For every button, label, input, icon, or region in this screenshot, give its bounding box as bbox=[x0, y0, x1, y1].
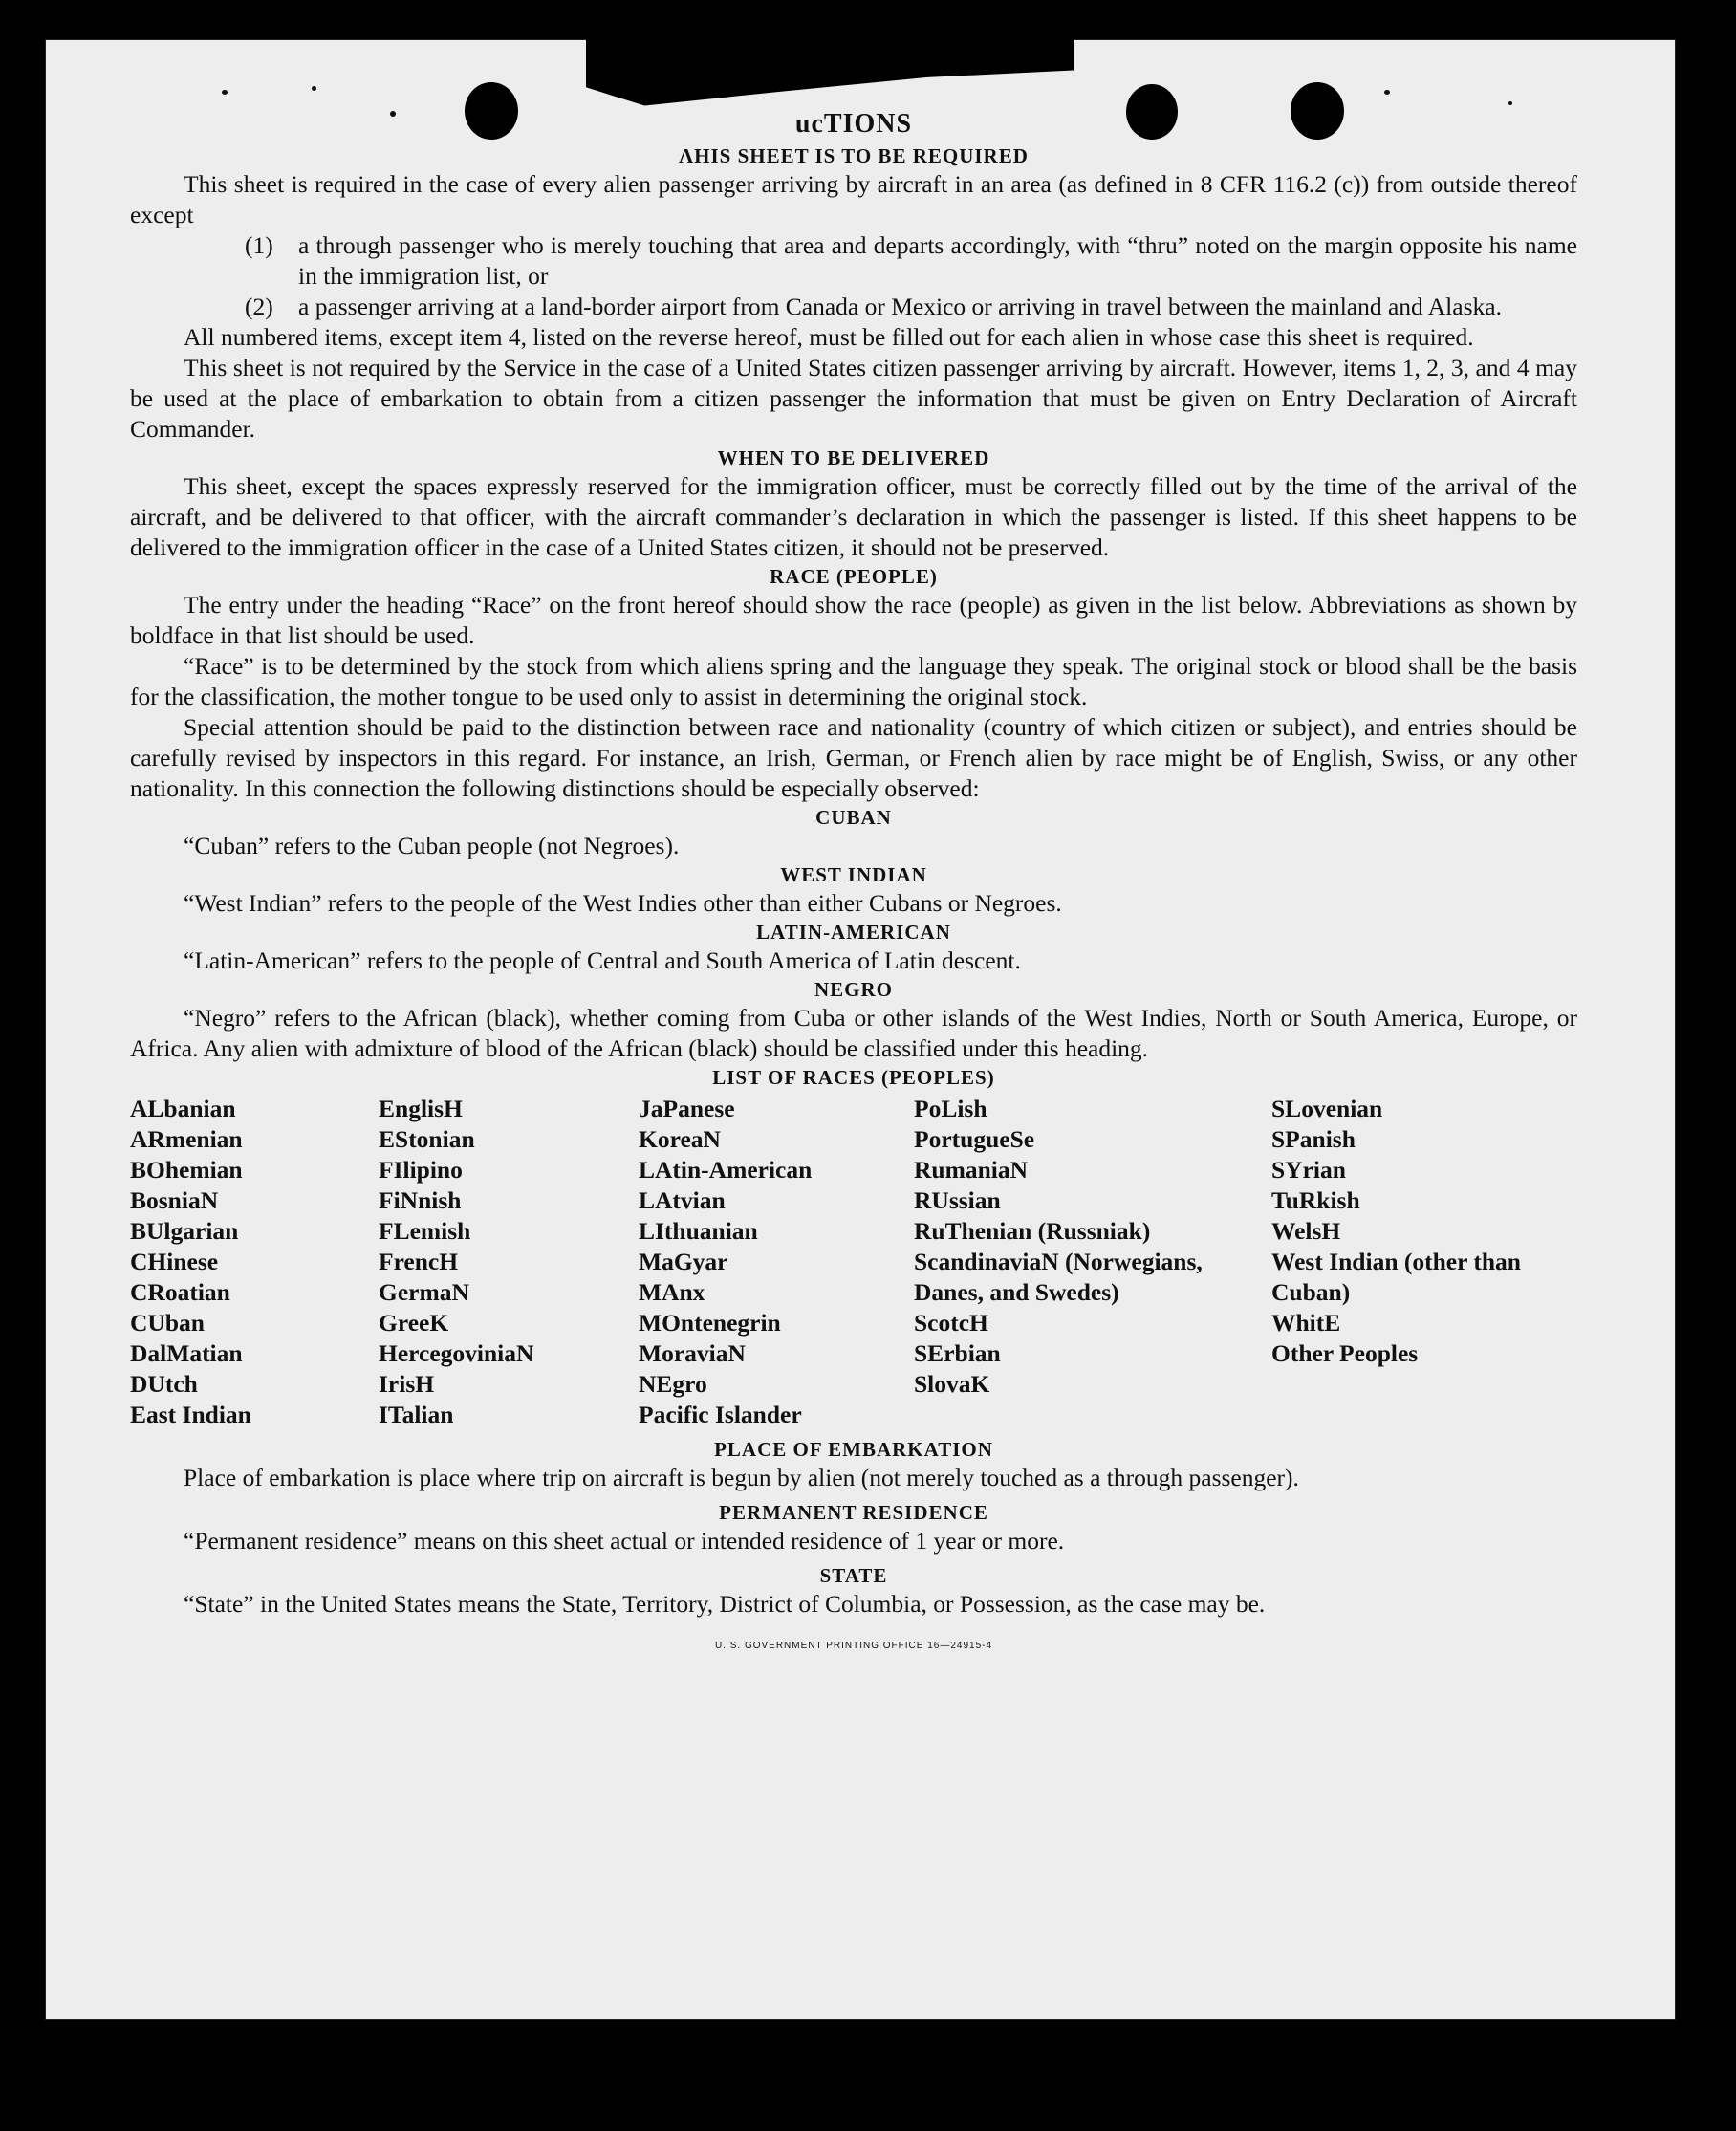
section-latin-american bbox=[130, 919, 1577, 976]
race-entry: Other Peoples bbox=[1271, 1339, 1419, 1367]
section-heading: CUBAN bbox=[815, 806, 892, 829]
race-entry: FIlipino bbox=[379, 1156, 463, 1184]
race-entry: ARmenian bbox=[130, 1125, 243, 1153]
paragraph: This sheet is not required by the Service in the case of a United States citizen passenger arriving by aircraft. However, items 1, 2, 3, and 4 may be used at the place of embarkation to obtain from a citizen passenger the information that must be given on Entry Declaration of Aircraft Commander. bbox=[130, 354, 1577, 443]
paragraph: This sheet is required in the case of every alien passenger arriving by aircraft in an area (as defined in 8 CFR 116.2 (c)) from outside thereof except bbox=[130, 170, 1577, 228]
paragraph: “Cuban” refers to the Cuban people (not Negroes). bbox=[184, 832, 680, 859]
race-column bbox=[379, 1094, 639, 1430]
race-entry: SYrian bbox=[1271, 1156, 1346, 1184]
race-entry: CUban bbox=[130, 1309, 205, 1337]
section-heading: PERMANENT RESIDENCE bbox=[719, 1501, 988, 1524]
race-entry: KoreaN bbox=[639, 1125, 721, 1153]
section-embarkation bbox=[130, 1436, 1577, 1493]
speck bbox=[312, 86, 316, 91]
document-body bbox=[130, 109, 1577, 1662]
race-entry: BUlgarian bbox=[130, 1217, 239, 1245]
race-entry: WhitE bbox=[1271, 1309, 1341, 1337]
section-required bbox=[130, 142, 1577, 445]
section-heading: WHEN TO BE DELIVERED bbox=[717, 446, 990, 469]
section-delivery bbox=[130, 445, 1577, 563]
section-heading: RACE (PEOPLE) bbox=[770, 565, 938, 588]
section-state bbox=[130, 1562, 1577, 1620]
section-heading: NEGRO bbox=[814, 978, 893, 1001]
race-entry: SPanish bbox=[1271, 1125, 1356, 1153]
race-entry: ScotcH bbox=[914, 1309, 988, 1337]
race-entry: LAtin-American bbox=[639, 1156, 813, 1184]
document-sheet bbox=[46, 40, 1675, 2019]
section-heading: LIST OF RACES (PEOPLES) bbox=[712, 1066, 995, 1089]
race-entry: PoLish bbox=[914, 1095, 987, 1122]
torn-corner bbox=[586, 36, 1074, 107]
section-west-indian bbox=[130, 861, 1577, 919]
race-list bbox=[130, 1094, 1577, 1430]
race-entry: CRoatian bbox=[130, 1278, 230, 1306]
section-heading: PLACE OF EMBARKATION bbox=[714, 1438, 993, 1461]
section-negro bbox=[130, 976, 1577, 1064]
section-heading: ΛHIS SHEET IS TO BE REQUIRED bbox=[679, 144, 1029, 167]
paragraph: This sheet, except the spaces expressly reserved for the immigration officer, must be correctly filled out by the time of the arrival of the aircraft, and be delivered to that officer, with the aircraft commander’s declaration in which the passenger is listed. If this sheet happens to be delivered to the immigration officer in the case of a United States citizen, it should not be preserved. bbox=[130, 472, 1577, 561]
item-text: a through passenger who is merely touching that area and departs accordingly, with “thru” noted on the margin opposite his name in the immigration list, or bbox=[298, 231, 1577, 290]
race-entry: West Indian (other than Cuban) bbox=[1271, 1248, 1521, 1306]
race-entry: LAtvian bbox=[639, 1186, 726, 1214]
paragraph: Place of embarkation is place where trip on aircraft is begun by alien (not merely touched as a through passenger). bbox=[184, 1464, 1299, 1491]
race-column bbox=[1271, 1094, 1530, 1430]
section-heading: STATE bbox=[819, 1564, 888, 1587]
race-entry: RUssian bbox=[914, 1186, 1001, 1214]
race-entry: MoraviaN bbox=[639, 1339, 746, 1367]
race-entry: RuThenian (Russniak) bbox=[914, 1217, 1151, 1245]
race-entry: ALbanian bbox=[130, 1095, 236, 1122]
race-entry: ScandinaviaN (Norwegians, Danes, and Swedes) bbox=[914, 1248, 1203, 1306]
section-permanent-residence bbox=[130, 1499, 1577, 1556]
race-entry: JaPanese bbox=[639, 1095, 735, 1122]
item-text: a passenger arriving at a land-border airport from Canada or Mexico or arriving in travel between the mainland and Alaska. bbox=[298, 293, 1502, 320]
speck bbox=[1508, 101, 1512, 105]
race-column bbox=[130, 1094, 379, 1430]
paragraph: “State” in the United States means the State, Territory, District of Columbia, or Possession, as the case may be. bbox=[184, 1590, 1266, 1618]
list-item bbox=[245, 230, 1577, 292]
race-entry: GreeK bbox=[379, 1309, 449, 1337]
paragraph: The entry under the heading “Race” on the front hereof should show the race (people) as given in the list below. Abbreviations as shown by boldface in that list should be used. bbox=[130, 591, 1577, 649]
race-entry: LIthuanian bbox=[639, 1217, 758, 1245]
speck bbox=[1384, 90, 1390, 95]
paragraph: Special attention should be paid to the distinction between race and nationality (country of which citizen or subject), and entries should be carefully revised by inspectors in this regard. For instance, an Irish, German, or French alien by race might be of English, Swiss, or any other nationality. In this connection the following distinctions should be especially observed: bbox=[130, 713, 1577, 802]
race-entry: TuRkish bbox=[1271, 1186, 1360, 1214]
race-entry: EnglisH bbox=[379, 1095, 463, 1122]
race-entry: FrencH bbox=[379, 1248, 459, 1275]
race-entry: ITalian bbox=[379, 1401, 454, 1428]
race-entry: SlovaK bbox=[914, 1370, 990, 1398]
race-entry: MAnx bbox=[639, 1278, 705, 1306]
section-heading: LATIN-AMERICAN bbox=[756, 921, 951, 944]
race-entry: MOntenegrin bbox=[639, 1309, 781, 1337]
race-entry: HercegoviniaN bbox=[379, 1339, 534, 1367]
paragraph: “Race” is to be determined by the stock from which aliens spring and the language they speak. The original stock or blood shall be the basis for the classification, the mother tongue to be used only to assist in determining the original stock. bbox=[130, 652, 1577, 710]
section-race bbox=[130, 563, 1577, 804]
paragraph: “Negro” refers to the African (black), whether coming from Cuba or other islands of the West Indies, North or South America, Europe, or Africa. Any alien with admixture of blood of the African (black) should be classified under this heading. bbox=[130, 1004, 1577, 1062]
paragraph: “West Indian” refers to the people of the West Indies other than either Cubans or Negroes. bbox=[184, 889, 1062, 917]
race-entry: East Indian bbox=[130, 1401, 251, 1428]
race-entry: FLemish bbox=[379, 1217, 471, 1245]
race-entry: FiNnish bbox=[379, 1186, 462, 1214]
race-entry: DUtch bbox=[130, 1370, 198, 1398]
paragraph: All numbered items, except item 4, listed on the reverse hereof, must be filled out for each alien in whose case this sheet is required. bbox=[184, 323, 1474, 351]
paragraph: “Permanent residence” means on this sheet actual or intended residence of 1 year or more. bbox=[184, 1527, 1065, 1555]
race-entry: DalMatian bbox=[130, 1339, 243, 1367]
section-cuban bbox=[130, 804, 1577, 861]
race-entry: IrisH bbox=[379, 1370, 435, 1398]
paragraph: “Latin-American” refers to the people of Central and South America of Latin descent. bbox=[184, 946, 1021, 974]
section-race-list bbox=[130, 1064, 1577, 1430]
race-entry: PortugueSe bbox=[914, 1125, 1035, 1153]
race-entry: RumaniaN bbox=[914, 1156, 1029, 1184]
printer-imprint: U. S. GOVERNMENT PRINTING OFFICE 16—24915-4 bbox=[714, 1641, 993, 1651]
race-entry: Pacific Islander bbox=[639, 1401, 802, 1428]
race-entry: WelsH bbox=[1271, 1217, 1341, 1245]
race-entry: GermaN bbox=[379, 1278, 469, 1306]
race-column bbox=[914, 1094, 1208, 1430]
item-number: (1) bbox=[245, 231, 273, 259]
race-entry: CHinese bbox=[130, 1248, 219, 1275]
speck bbox=[222, 90, 228, 95]
item-number: (2) bbox=[245, 293, 273, 320]
race-entry: MaGyar bbox=[639, 1248, 728, 1275]
race-entry: SErbian bbox=[914, 1339, 1001, 1367]
list-item bbox=[245, 292, 1577, 322]
race-entry: SLovenian bbox=[1271, 1095, 1383, 1122]
race-entry: EStonian bbox=[379, 1125, 475, 1153]
race-entry: BosniaN bbox=[130, 1186, 219, 1214]
race-entry: BOhemian bbox=[130, 1156, 243, 1184]
section-heading: WEST INDIAN bbox=[780, 863, 927, 886]
page-title: ucTIONS bbox=[794, 109, 913, 139]
race-column bbox=[639, 1094, 914, 1430]
race-entry: NEgro bbox=[639, 1370, 707, 1398]
